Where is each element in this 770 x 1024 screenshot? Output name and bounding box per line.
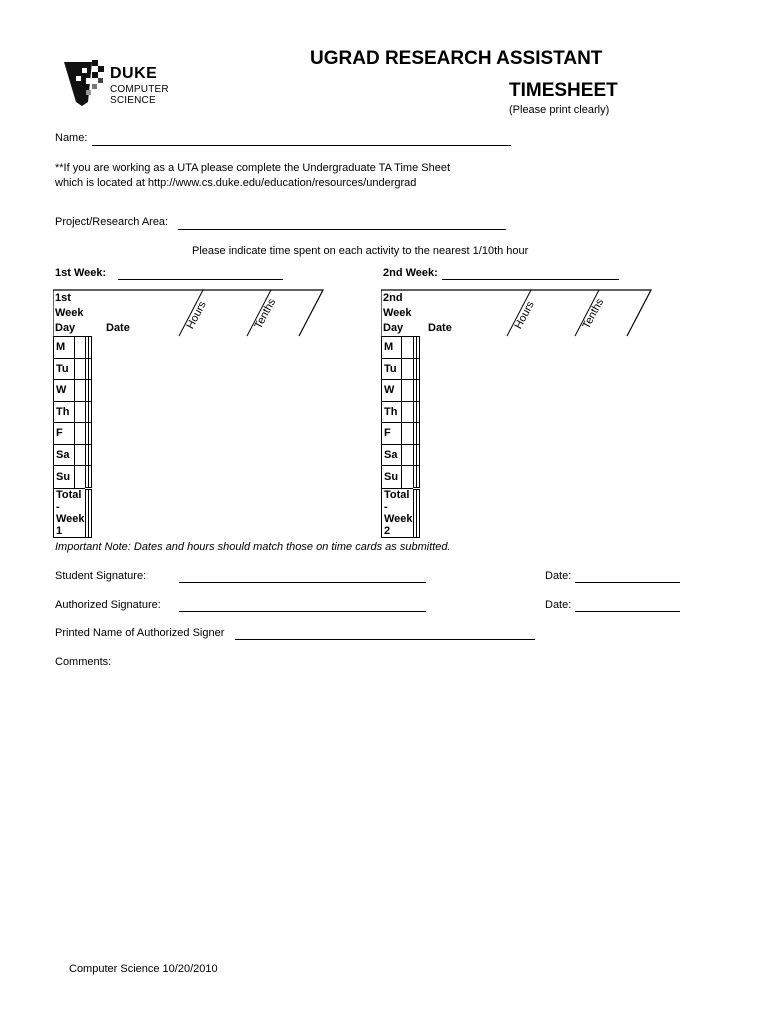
table-row: Su bbox=[382, 466, 420, 489]
printed-name-label: Printed Name of Authorized Signer bbox=[55, 627, 225, 639]
important-note: Important Note: Dates and hours should match those on time cards as submitted. bbox=[55, 541, 451, 553]
project-label: Project/Research Area: bbox=[55, 216, 169, 228]
table-row: M bbox=[54, 337, 92, 359]
duke-shield-icon bbox=[62, 58, 106, 106]
week1-tenths-header: Tenths bbox=[252, 296, 279, 331]
printed-name-field[interactable] bbox=[235, 639, 535, 640]
week1-day-header: 1st Week Day bbox=[55, 292, 84, 334]
logo-wordmark: DUKE bbox=[110, 65, 158, 82]
week2-label: 2nd Week: bbox=[383, 267, 438, 279]
table-row: W bbox=[382, 380, 420, 402]
week1-hours-header: Hours bbox=[184, 299, 209, 331]
name-label: Name: bbox=[55, 132, 88, 144]
student-signature-label: Student Signature: bbox=[55, 570, 147, 582]
subtitle: (Please print clearly) bbox=[509, 104, 610, 116]
table-row: M bbox=[382, 337, 420, 359]
week2-tenths-header: Tenths bbox=[580, 296, 607, 331]
total-row: Total - Week 2 bbox=[382, 488, 420, 537]
table-row: Tu bbox=[382, 358, 420, 380]
logo-subtitle: COMPUTER SCIENCE bbox=[110, 84, 169, 106]
uta-note-line-1: **If you are working as a UTA please complete the Undergraduate TA Time Sheet bbox=[55, 162, 450, 174]
student-signature-field[interactable] bbox=[179, 582, 426, 583]
comments-label: Comments: bbox=[55, 656, 112, 668]
student-date-field[interactable] bbox=[575, 582, 680, 583]
title-line-2: TIMESHEET bbox=[509, 80, 618, 101]
uta-note-line-2: which is located at http://www.cs.duke.edu/education/resources/undergrad bbox=[55, 177, 417, 189]
student-date-label: Date: bbox=[545, 570, 572, 582]
authorized-date-field[interactable] bbox=[575, 611, 680, 612]
week1-label: 1st Week: bbox=[55, 267, 107, 279]
authorized-signature-label: Authorized Signature: bbox=[55, 599, 161, 611]
project-field[interactable] bbox=[178, 229, 506, 230]
week1-date-field[interactable] bbox=[118, 279, 283, 280]
authorized-date-label: Date: bbox=[545, 599, 572, 611]
table-row: W bbox=[54, 380, 92, 402]
footer-text: Computer Science 10/20/2010 bbox=[69, 963, 218, 975]
duke-logo bbox=[62, 58, 169, 111]
week1-date-header: Date bbox=[106, 322, 130, 334]
week2-date-header: Date bbox=[428, 322, 452, 334]
table-row: Tu bbox=[54, 358, 92, 380]
authorized-signature-field[interactable] bbox=[179, 611, 426, 612]
table-row: Th bbox=[54, 401, 92, 423]
table-row: Sa bbox=[54, 444, 92, 466]
week2-date-field[interactable] bbox=[442, 279, 619, 280]
week2-hours-header: Hours bbox=[512, 299, 537, 331]
table-row: Su bbox=[54, 466, 92, 489]
table-row: Th bbox=[382, 401, 420, 423]
week1-grid bbox=[53, 336, 92, 538]
table-row: F bbox=[54, 423, 92, 445]
table-row: Sa bbox=[382, 444, 420, 466]
week2-day-header: 2nd Week Day bbox=[383, 292, 412, 334]
instruction-text: Please indicate time spent on each activity to the nearest 1/10th hour bbox=[192, 245, 529, 257]
week2-grid bbox=[381, 336, 420, 538]
table-row: F bbox=[382, 423, 420, 445]
name-field[interactable] bbox=[92, 145, 511, 146]
title-line-1: UGRAD RESEARCH ASSISTANT bbox=[310, 48, 603, 69]
total-row: Total - Week 1 bbox=[54, 488, 92, 537]
